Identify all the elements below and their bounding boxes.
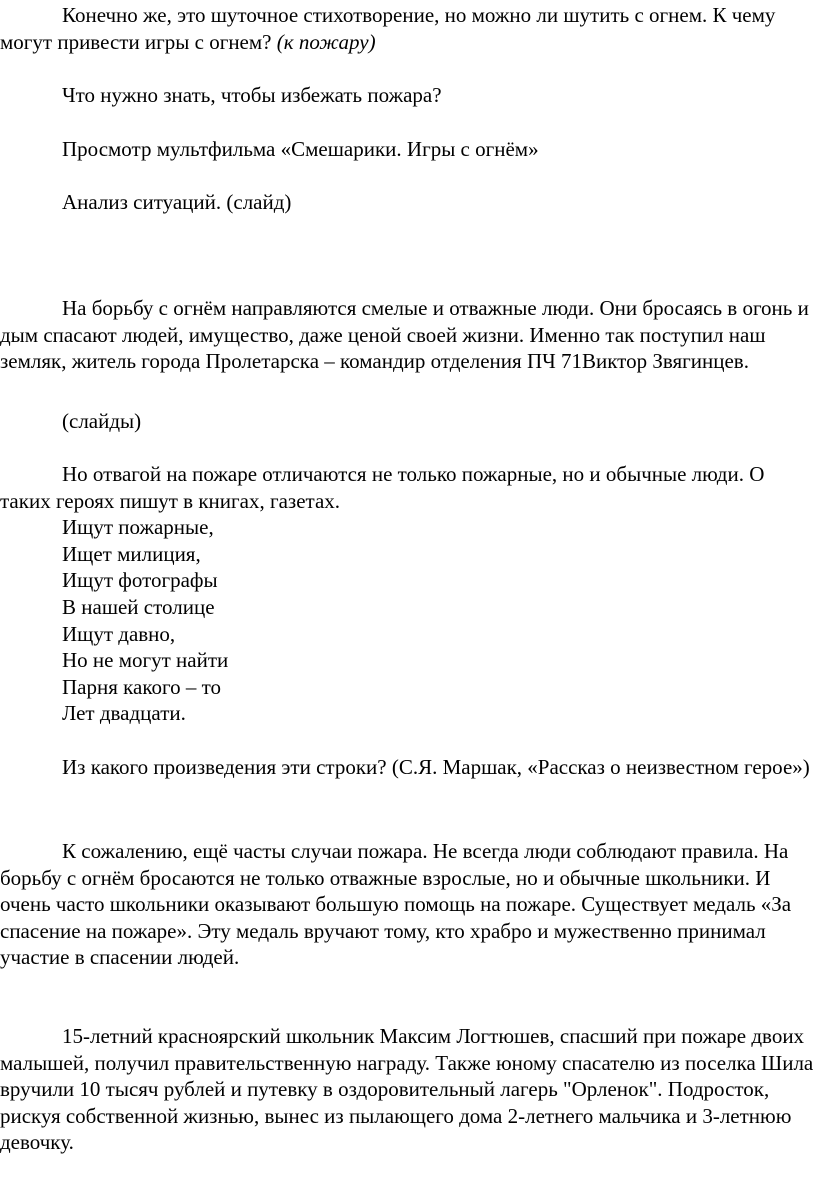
paragraph-schoolboy-award: 15-летний красноярский школьник Максим Логтюшев, спасший при пожаре двоих малышей, получил правительственную награду. Также юному спасателю из поселка Шила вручили 10 тысяч рублей и путевку в оздоровительный лагерь "Орленок". Подросток, рискуя собственной жизнью, вынес из пылающего дома 2-летнего мальчика и 3-летнюю девочку. (0, 1024, 814, 1154)
poem-line: Ищут пожарные, (62, 515, 214, 539)
paragraph-cartoon: Просмотр мультфильма «Смешарики. Игры с огнём» (62, 137, 539, 161)
poem-line: Лет двадцати. (62, 701, 186, 725)
paragraph-prevention-question: Что нужно знать, чтобы избежать пожара? (62, 83, 442, 107)
paragraph-ordinary-heroes: Но отвагой на пожаре отличаются не только пожарные, но и обычные люди. О таких героях пишут в книгах, газетах. (0, 462, 765, 513)
poem-line: Ищут фотографы (62, 568, 218, 592)
poem-line: Ищет милиция, (62, 542, 201, 566)
poem-line: В нашей столице (62, 595, 215, 619)
paragraph-fire-jokes (0, 2, 814, 55)
paragraph-situation-analysis: Анализ ситуаций. (слайд) (62, 190, 292, 214)
paragraph-brave-people: На борьбу с огнём направляются смелые и отважные люди. Они бросаясь в огонь и дым спасают людей, имущество, даже ценой своей жизни. Именно так поступил наш земляк, житель города Пролетарска – командир отделения ПЧ 71Виктор Звягинцев. (0, 296, 809, 373)
paragraph-poem-source-question: Из какого произведения эти строки? (С.Я. Маршак, «Рассказ о неизвестном герое») (62, 755, 810, 779)
paragraph-fire-jokes-text: Конечно же, это шуточное стихотворение, но можно ли шутить с огнем. К чему могут привести игры с огнем? (0, 3, 776, 54)
poem-line: Но не могут найти (62, 648, 229, 672)
paragraph-slides: (слайды) (62, 409, 142, 433)
poem-line: Парня какого – то (62, 675, 221, 699)
paragraph-fire-medal: К сожалению, ещё часты случаи пожара. Не всегда люди соблюдают правила. На борьбу с огнём бросаются не только отважные взрослые, но и обычные школьники. И очень часто школьники оказывают большую помощь на пожаре. Существует медаль «За спасение на пожаре». Эту медаль вручают тому, кто храбро и мужественно принимал участие в спасении людей. (0, 839, 792, 969)
poem-line: Ищут давно, (62, 622, 176, 646)
paragraph-fire-jokes-answer: (к пожару) (276, 29, 376, 54)
